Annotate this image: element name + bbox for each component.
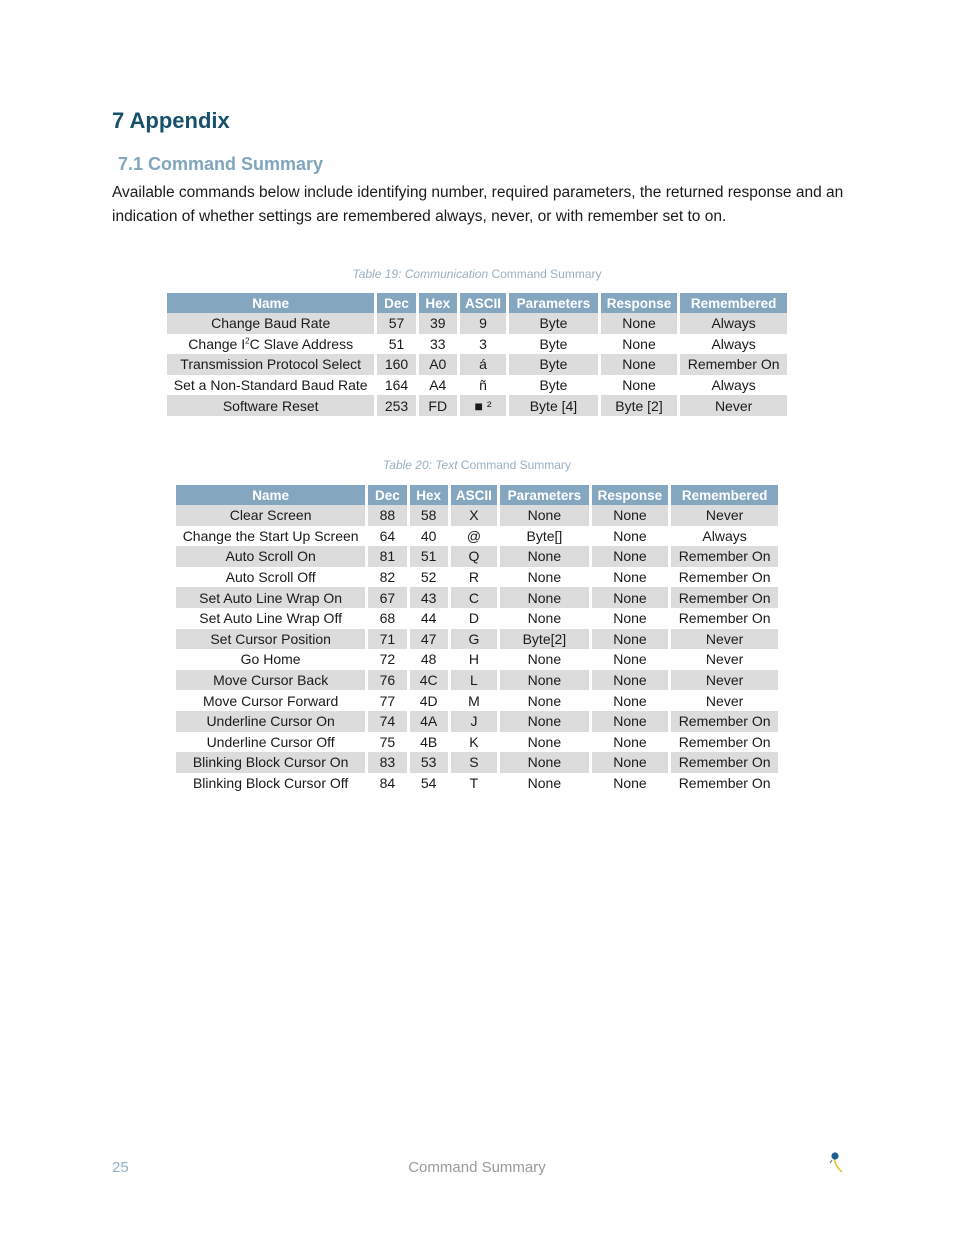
col-header-dec: Dec bbox=[377, 293, 415, 313]
cell-response: None bbox=[592, 587, 669, 608]
col-header-hex: Hex bbox=[410, 485, 448, 505]
cell-dec: 160 bbox=[377, 354, 415, 375]
cell-response: None bbox=[592, 505, 669, 526]
cell-ascii: K bbox=[469, 733, 479, 750]
cell-ascii: @ bbox=[466, 527, 482, 544]
col-header-remembered: Remembered bbox=[680, 293, 787, 313]
cell-remembered: Remember On bbox=[678, 733, 771, 750]
cell-ascii: G bbox=[451, 629, 497, 650]
cell-parameters: None bbox=[527, 733, 562, 750]
cell-name: Auto Scroll Off bbox=[225, 569, 316, 586]
table-row bbox=[167, 334, 787, 355]
cell-parameters: Byte[2] bbox=[500, 629, 589, 650]
cell-response: None bbox=[592, 629, 669, 650]
cell-remembered: Remember On bbox=[678, 775, 771, 792]
table-row bbox=[176, 587, 778, 608]
cell-remembered: Always bbox=[702, 527, 747, 544]
table-row bbox=[176, 649, 778, 670]
text-command-table bbox=[173, 485, 781, 793]
section-heading: 7 Appendix bbox=[112, 108, 230, 133]
cell-response: None bbox=[601, 354, 678, 375]
table-row bbox=[176, 505, 778, 526]
cell-ascii: M bbox=[468, 692, 480, 709]
communication-command-table bbox=[164, 293, 790, 416]
cell-response: None bbox=[592, 670, 669, 691]
cell-dec: 68 bbox=[379, 610, 396, 627]
table-row bbox=[176, 546, 778, 567]
cell-hex: 43 bbox=[410, 587, 448, 608]
col-header-name: Name bbox=[167, 293, 374, 313]
cell-hex: 4C bbox=[410, 670, 448, 691]
table-row bbox=[176, 608, 778, 629]
cell-hex: 33 bbox=[429, 335, 446, 352]
table19-caption bbox=[0, 267, 954, 281]
table-row bbox=[176, 670, 778, 691]
cell-response: None bbox=[613, 775, 647, 792]
cell-hex: 39 bbox=[419, 313, 457, 334]
cell-hex: 47 bbox=[410, 629, 448, 650]
cell-hex: 58 bbox=[410, 505, 448, 526]
cell-ascii: ñ bbox=[479, 377, 487, 394]
cell-dec: 82 bbox=[379, 569, 396, 586]
cell-hex: 53 bbox=[410, 752, 448, 773]
table19-caption-text: Command Summary bbox=[488, 267, 602, 281]
table-row bbox=[167, 395, 787, 416]
table-row bbox=[176, 629, 778, 650]
cell-hex: A0 bbox=[419, 354, 457, 375]
cell-parameters: None bbox=[500, 752, 589, 773]
cell-name: Underline Cursor On bbox=[176, 711, 365, 732]
col-header-parameters: Parameters bbox=[500, 485, 589, 505]
cell-dec: 57 bbox=[377, 313, 415, 334]
cell-remembered: Remember On bbox=[678, 610, 771, 627]
cell-name: Go Home bbox=[240, 651, 301, 668]
cell-name: Set Auto Line Wrap Off bbox=[199, 610, 342, 627]
cell-ascii: 9 bbox=[460, 313, 506, 334]
cell-parameters: None bbox=[500, 670, 589, 691]
cell-name: Set Auto Line Wrap On bbox=[176, 587, 365, 608]
text-table-body bbox=[176, 505, 778, 793]
table-row bbox=[176, 690, 778, 711]
table19-caption-label: Table 19: Communication bbox=[352, 267, 489, 281]
cell-ascii: á bbox=[460, 354, 506, 375]
cell-dec: 77 bbox=[379, 692, 396, 709]
cell-parameters: None bbox=[527, 775, 562, 792]
table-row bbox=[176, 752, 778, 773]
footer-title: Command Summary bbox=[408, 1159, 546, 1176]
cell-ascii: ■ ² bbox=[460, 395, 506, 416]
cell-hex: 52 bbox=[420, 569, 437, 586]
cell-parameters: None bbox=[500, 505, 589, 526]
cell-parameters: Byte bbox=[509, 313, 598, 334]
cell-name: Software Reset bbox=[167, 395, 374, 416]
cell-remembered: Remember On bbox=[680, 354, 787, 375]
cell-response: None bbox=[592, 752, 669, 773]
cell-ascii: H bbox=[468, 651, 479, 668]
cell-parameters: None bbox=[500, 587, 589, 608]
table20-caption-label: Table 20: Text bbox=[383, 458, 458, 472]
cell-parameters: Byte bbox=[509, 354, 598, 375]
table20-caption bbox=[0, 458, 954, 472]
col-header-name: Name bbox=[176, 485, 365, 505]
table-row bbox=[167, 375, 787, 396]
cell-dec: 67 bbox=[368, 587, 406, 608]
cell-name: Underline Cursor Off bbox=[206, 733, 335, 750]
table-header-row bbox=[176, 485, 778, 505]
cell-dec: 74 bbox=[368, 711, 406, 732]
cell-parameters: None bbox=[500, 546, 589, 567]
cell-name: Change $I^2C$ Slave Address bbox=[188, 335, 354, 352]
table20-caption-text: Command Summary bbox=[457, 458, 571, 472]
cell-parameters: None bbox=[500, 711, 589, 732]
cell-remembered: Never bbox=[705, 692, 744, 709]
cell-name: Transmission Protocol Select bbox=[167, 354, 374, 375]
cell-parameters: Byte bbox=[539, 335, 568, 352]
cell-dec: 88 bbox=[368, 505, 406, 526]
cell-parameters: Byte [4] bbox=[509, 395, 598, 416]
cell-hex: 4B bbox=[420, 733, 438, 750]
table-row bbox=[176, 732, 778, 753]
cell-ascii: X bbox=[451, 505, 497, 526]
cell-response: None bbox=[622, 377, 656, 394]
cell-parameters: None bbox=[527, 692, 562, 709]
cell-dec: 76 bbox=[368, 670, 406, 691]
cell-ascii: 3 bbox=[479, 335, 487, 352]
col-header-dec: Dec bbox=[368, 485, 406, 505]
cell-parameters: None bbox=[527, 569, 562, 586]
cell-hex: 51 bbox=[410, 546, 448, 567]
cell-name: Set Cursor Position bbox=[176, 629, 365, 650]
cell-remembered: Never bbox=[671, 629, 778, 650]
table-row bbox=[176, 526, 778, 547]
table-row bbox=[167, 313, 787, 334]
cell-remembered: Always bbox=[680, 313, 787, 334]
cell-dec: 64 bbox=[379, 527, 396, 544]
cell-dec: 164 bbox=[384, 377, 409, 394]
cell-ascii: C bbox=[451, 587, 497, 608]
cell-remembered: Always bbox=[711, 335, 756, 352]
cell-remembered: Remember On bbox=[671, 752, 778, 773]
cell-ascii: J bbox=[451, 711, 497, 732]
cell-name: Move Cursor Back bbox=[176, 670, 365, 691]
cell-ascii: S bbox=[451, 752, 497, 773]
cell-response: None bbox=[592, 546, 669, 567]
cell-ascii: D bbox=[468, 610, 479, 627]
cell-name: Change the Start Up Screen bbox=[182, 527, 359, 544]
cell-dec: 51 bbox=[388, 335, 405, 352]
col-header-response: Response bbox=[592, 485, 669, 505]
cell-hex: 4A bbox=[410, 711, 448, 732]
cell-name: Clear Screen bbox=[176, 505, 365, 526]
cell-name: Blinking Block Cursor Off bbox=[192, 775, 349, 792]
cell-hex: 4D bbox=[419, 692, 438, 709]
cell-response: None bbox=[613, 610, 647, 627]
cell-dec: 72 bbox=[379, 651, 396, 668]
cell-remembered: Never bbox=[671, 670, 778, 691]
cell-ascii: Q bbox=[451, 546, 497, 567]
table-row bbox=[176, 567, 778, 588]
cell-hex: 54 bbox=[420, 775, 437, 792]
col-header-hex: Hex bbox=[419, 293, 457, 313]
subsection-heading: 7.1 Command Summary bbox=[118, 154, 324, 174]
cell-remembered: Always bbox=[711, 377, 756, 394]
cell-remembered: Never bbox=[705, 651, 744, 668]
cell-name: Auto Scroll On bbox=[176, 546, 365, 567]
cell-remembered: Remember On bbox=[671, 546, 778, 567]
cell-dec: 83 bbox=[368, 752, 406, 773]
cell-name: Change Baud Rate bbox=[167, 313, 374, 334]
cell-name: Move Cursor Forward bbox=[202, 692, 339, 709]
cell-response: None bbox=[601, 313, 678, 334]
cell-response: None bbox=[613, 569, 647, 586]
company-logo-icon bbox=[826, 1150, 844, 1174]
cell-response: None bbox=[622, 335, 656, 352]
col-header-response: Response bbox=[601, 293, 678, 313]
cell-ascii: R bbox=[468, 569, 479, 586]
cell-ascii: L bbox=[451, 670, 497, 691]
cell-parameters: None bbox=[527, 610, 562, 627]
cell-remembered: Remember On bbox=[671, 711, 778, 732]
col-header-ascii: ASCII bbox=[451, 485, 497, 505]
cell-dec: 253 bbox=[377, 395, 415, 416]
cell-hex: 44 bbox=[420, 610, 437, 627]
cell-response: None bbox=[592, 711, 669, 732]
cell-hex: 48 bbox=[420, 651, 437, 668]
table-header-row bbox=[167, 293, 787, 313]
cell-parameters: Byte bbox=[539, 377, 568, 394]
cell-response: None bbox=[613, 692, 647, 709]
col-header-remembered: Remembered bbox=[671, 485, 778, 505]
cell-response: Byte [2] bbox=[601, 395, 678, 416]
cell-response: None bbox=[613, 651, 647, 668]
cell-remembered: Never bbox=[671, 505, 778, 526]
page-number: 25 bbox=[112, 1159, 129, 1176]
cell-name: Set a Non-Standard Baud Rate bbox=[173, 377, 368, 394]
cell-dec: 81 bbox=[368, 546, 406, 567]
cell-ascii: T bbox=[469, 775, 479, 792]
cell-remembered: Never bbox=[680, 395, 787, 416]
cell-remembered: Remember On bbox=[678, 569, 771, 586]
communication-table-body bbox=[167, 313, 787, 416]
cell-name: Blinking Block Cursor On bbox=[176, 752, 365, 773]
cell-hex: A4 bbox=[429, 377, 447, 394]
cell-dec: 75 bbox=[379, 733, 396, 750]
table-row bbox=[167, 354, 787, 375]
col-header-parameters: Parameters bbox=[509, 293, 598, 313]
intro-paragraph: Available commands below include identifying number, required parameters, the returned response and an indication of whether settings are remembered always, never, or with remember set to on. bbox=[112, 184, 844, 225]
col-header-ascii: ASCII bbox=[460, 293, 506, 313]
cell-parameters: None bbox=[527, 651, 562, 668]
cell-response: None bbox=[613, 733, 647, 750]
cell-remembered: Remember On bbox=[671, 587, 778, 608]
cell-response: None bbox=[613, 527, 647, 544]
cell-dec: 71 bbox=[368, 629, 406, 650]
cell-hex: FD bbox=[419, 395, 457, 416]
table-row bbox=[176, 711, 778, 732]
cell-hex: 40 bbox=[420, 527, 437, 544]
cell-dec: 84 bbox=[379, 775, 396, 792]
cell-parameters: Byte[] bbox=[526, 527, 563, 544]
table-row bbox=[176, 773, 778, 794]
